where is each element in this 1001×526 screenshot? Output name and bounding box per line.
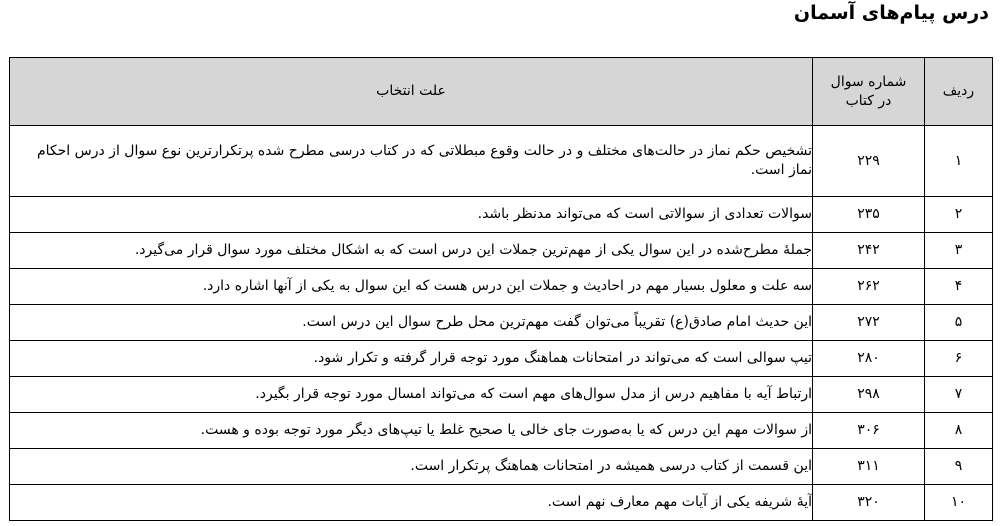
question-number: ۲۶۲ [813, 269, 925, 305]
table-row [10, 269, 993, 305]
row-index: ۵ [925, 305, 993, 341]
table-row [10, 197, 993, 233]
reason-text: سه علت و معلول بسیار مهم در احادیث و جملات این درس هست که این سوال به یکی از آنها اشاره دارد. [10, 269, 813, 305]
row-index: ۶ [925, 341, 993, 377]
question-number: ۲۷۲ [813, 305, 925, 341]
question-number: ۲۸۰ [813, 341, 925, 377]
table-header-row [10, 58, 993, 126]
row-index: ۱۰ [925, 485, 993, 521]
reason-text: این قسمت از کتاب درسی همیشه در امتحانات هماهنگ پرتکرار است. [10, 449, 813, 485]
table-row [10, 449, 993, 485]
questions-table [9, 57, 993, 521]
table-row [10, 233, 993, 269]
table-row [10, 413, 993, 449]
question-number: ۳۲۰ [813, 485, 925, 521]
header-reason: علت انتخاب [10, 58, 813, 126]
row-index: ۹ [925, 449, 993, 485]
header-question-number-line1: شماره سوال [830, 73, 907, 90]
reason-text: از سوالات مهم این درس که یا به‌صورت جای خالی یا صحیح غلط یا تیپ‌های دیگر مورد توجه بوده و هست. [10, 413, 813, 449]
reason-text: این حدیث امام صادق(ع) تقریباً می‌توان گفت مهم‌ترین محل طرح سوال این درس است. [10, 305, 813, 341]
table-row [10, 305, 993, 341]
row-index: ۱ [925, 126, 993, 197]
reason-text: سوالات تعدادی از سوالاتی است که می‌تواند مدنظر باشد. [10, 197, 813, 233]
question-number: ۲۲۹ [813, 126, 925, 197]
question-number: ۲۴۲ [813, 233, 925, 269]
row-index: ۴ [925, 269, 993, 305]
question-number: ۳۰۶ [813, 413, 925, 449]
question-number: ۳۱۱ [813, 449, 925, 485]
table-row [10, 377, 993, 413]
header-question-number-line2: در کتاب [845, 92, 892, 109]
question-number: ۲۳۵ [813, 197, 925, 233]
row-index: ۸ [925, 413, 993, 449]
page-title: درس پیام‌های آسمان [793, 2, 989, 24]
reason-text: آیهٔ شریفه یکی از آیات مهم معارف نهم است. [10, 485, 813, 521]
row-index: ۳ [925, 233, 993, 269]
reason-text: جملهٔ مطرح‌شده در این سوال یکی از مهم‌ترین جملات این درس است که به اشکال مختلف مورد سوال قرار می‌گیرد. [10, 233, 813, 269]
table-row [10, 341, 993, 377]
row-index: ۷ [925, 377, 993, 413]
reason-text: تشخیص حکم نماز در حالت‌های مختلف و در حالت وقوع مبطلاتی که در کتاب درسی مطرح شده پرتکرارترین نوع سوال از درس احکام نماز است. [10, 126, 813, 197]
question-number: ۲۹۸ [813, 377, 925, 413]
row-index: ۲ [925, 197, 993, 233]
table-row [10, 485, 993, 521]
reason-text: ارتباط آیه با مفاهیم درس از مدل سوال‌های مهم است که می‌تواند امسال مورد توجه قرار بگیرد. [10, 377, 813, 413]
table-row [10, 126, 993, 197]
reason-text: تیپ سوالی است که می‌تواند در امتحانات هماهنگ مورد توجه قرار گرفته و تکرار شود. [10, 341, 813, 377]
header-question-number [813, 58, 925, 126]
header-row-number: ردیف [925, 58, 993, 126]
